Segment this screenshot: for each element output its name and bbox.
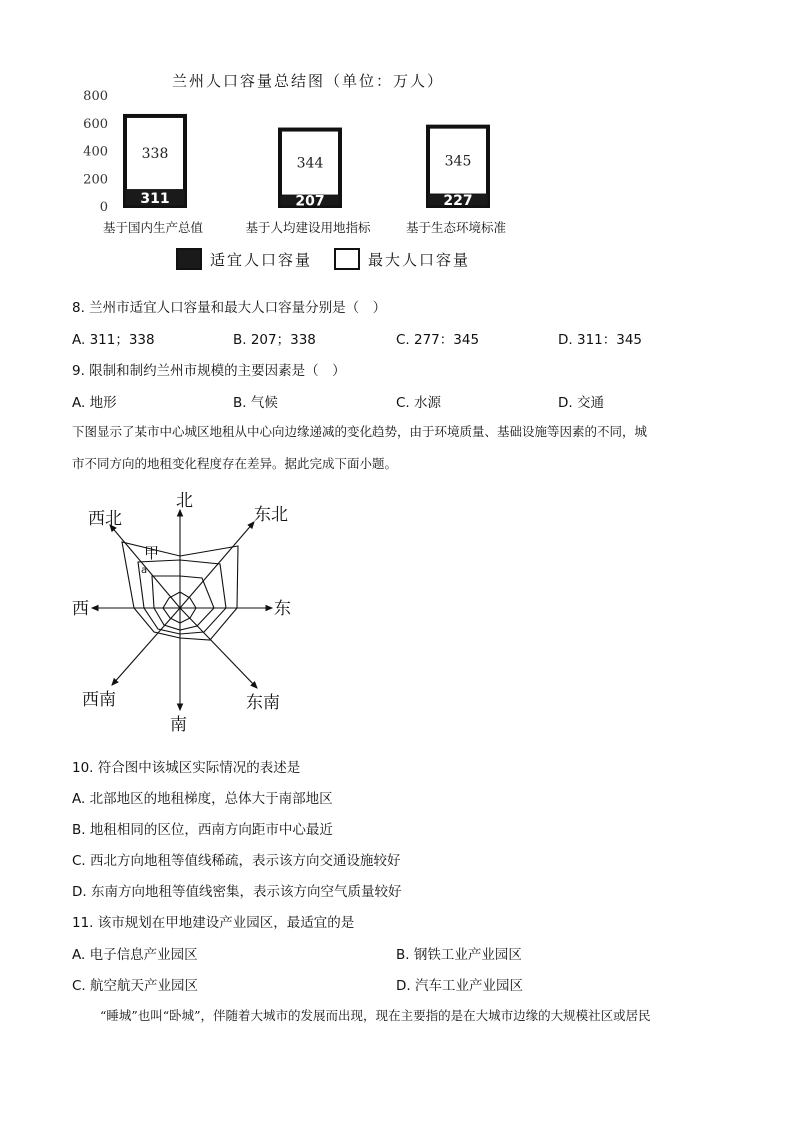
data-label-suitable: 207 (295, 193, 325, 210)
passage-1-line-1: 下图显示了某市中心城区地租从中心向边缘递减的变化趋势，由于环境质量、基础设施等因素的不同，城 (72, 424, 648, 439)
chart-title: 兰州人口容量总结图（单位：万人） (172, 72, 445, 90)
question-8-stem: 8. 兰州市适宜人口容量和最大人口容量分别是（ ） (72, 300, 387, 316)
question-11-option-a: A. 电子信息产业园区 (72, 947, 198, 963)
axis-northeast (180, 522, 254, 608)
y-tick-label: 200 (83, 172, 108, 188)
label-jia: 甲 (144, 544, 160, 562)
category-label: 基于国内生产总值 (102, 220, 204, 235)
direction-east: 东 (274, 599, 291, 619)
legend-label-suitable: 适宜人口容量 (210, 251, 313, 269)
direction-southwest: 西南 (82, 690, 116, 710)
direction-north: 北 (176, 491, 193, 511)
direction-northwest: 西北 (88, 509, 122, 529)
data-label-suitable: 311 (140, 190, 170, 207)
data-label-max: 338 (141, 145, 169, 162)
question-10-stem: 10. 符合图中该城区实际情况的表述是 (72, 760, 301, 776)
question-10-option-b: B. 地租相同的区位，西南方向距市中心最近 (72, 822, 333, 838)
data-label-max: 345 (444, 153, 472, 170)
question-9-option-b: B. 气候 (233, 395, 278, 411)
question-10-option-c: C. 西北方向地租等值线稀疏，表示该方向交通设施较好 (72, 853, 401, 869)
land-rent-diagram (62, 480, 312, 735)
question-10-option-d: D. 东南方向地租等值线密集，表示该方向空气质量较好 (72, 884, 402, 900)
axis-southwest (112, 608, 180, 685)
question-8-option-c: C. 277：345 (396, 332, 480, 348)
direction-southeast: 东南 (246, 693, 280, 713)
label-a: a (141, 565, 148, 576)
data-label-max: 344 (296, 155, 324, 172)
direction-west: 西 (72, 599, 89, 619)
question-8-option-b: B. 207；338 (233, 332, 316, 348)
y-tick-label: 800 (83, 89, 108, 104)
question-8-option-a: A. 311；338 (72, 332, 155, 348)
data-label-suitable: 227 (443, 193, 473, 210)
rent-isoline-3 (138, 560, 226, 634)
question-8-option-d: D. 311：345 (558, 332, 643, 348)
passage-2-line-1: “睡城”也叫“卧城”，伴随着大城市的发展而出现，现在主要指的是在大城市边缘的大规模社区或居民 (100, 1008, 651, 1023)
category-label: 基于人均建设用地指标 (245, 220, 371, 235)
direction-south: 南 (170, 715, 187, 735)
question-11-stem: 11. 该市规划在甲地建设产业园区，最适宜的是 (72, 915, 355, 931)
population-capacity-chart (70, 85, 540, 240)
question-11-option-d: D. 汽车工业产业园区 (396, 978, 523, 994)
legend-swatch-max (334, 248, 360, 270)
question-9-stem: 9. 限制和制约兰州市规模的主要因素是（ ） (72, 363, 346, 379)
passage-1-line-2: 市不同方向的地租变化程度存在差异。据此完成下面小题。 (72, 456, 398, 471)
axis-southeast (180, 608, 257, 688)
question-9-option-d: D. 交通 (558, 395, 604, 411)
question-9-option-c: C. 水源 (396, 395, 442, 411)
direction-northeast: 东北 (254, 505, 288, 525)
question-10-option-a: A. 北部地区的地租梯度，总体大于南部地区 (72, 791, 333, 807)
y-tick-label: 0 (99, 200, 108, 215)
chart-legend (176, 246, 506, 276)
legend-swatch-suitable (176, 248, 202, 270)
question-11-option-c: C. 航空航天产业园区 (72, 978, 199, 994)
question-9-option-a: A. 地形 (72, 395, 117, 411)
legend-label-max: 最大人口容量 (368, 251, 471, 269)
y-tick-label: 400 (83, 144, 108, 160)
question-11-option-b: B. 钢铁工业产业园区 (396, 947, 522, 963)
y-tick-label: 600 (83, 116, 108, 132)
category-label: 基于生态环境标准 (405, 220, 507, 235)
